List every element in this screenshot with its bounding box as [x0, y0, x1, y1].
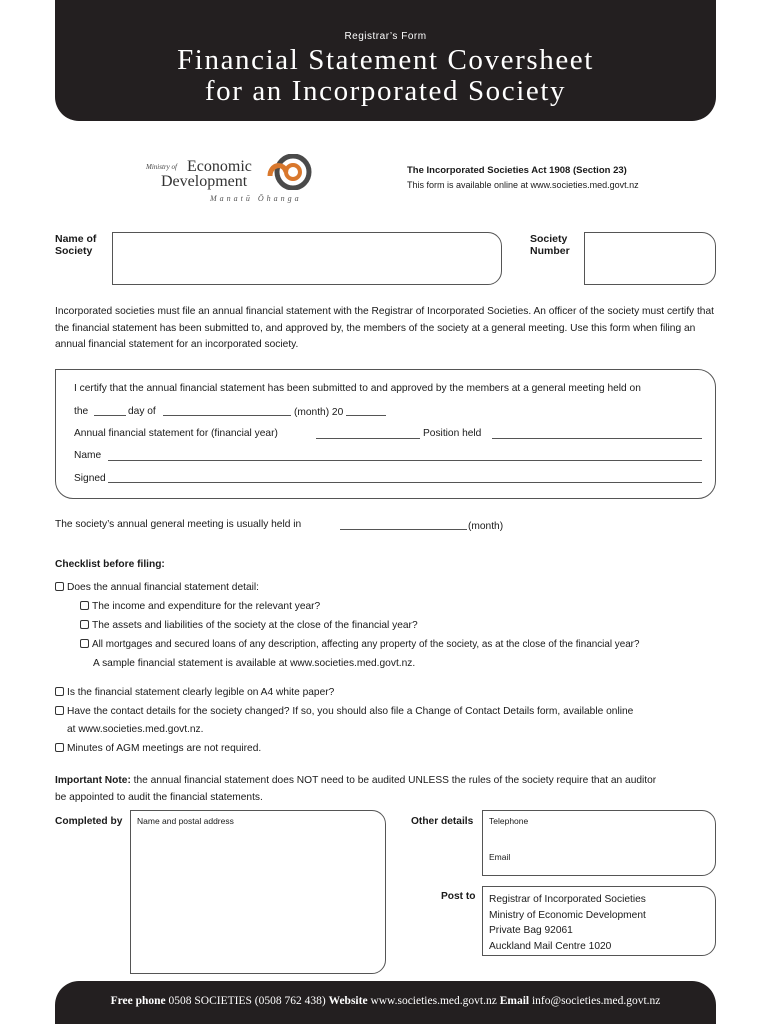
title-line-1: Financial Statement Coversheet [177, 44, 594, 76]
society-number-label: Society Number [530, 233, 570, 257]
sample-statement-note: A sample financial statement is available at www.societies.med.govt.nz. [93, 658, 416, 669]
post-to-label: Post to [441, 891, 476, 902]
name-of-society-label: Name of Society [55, 233, 97, 257]
logo-economic: Economic [187, 158, 252, 175]
name-address-label: Name and postal address [137, 816, 234, 826]
completed-by-label: Completed by [55, 816, 123, 827]
name-of-society-field[interactable] [112, 232, 502, 285]
important-note: Important Note: the annual financial statement does NOT need to be audited UNLESS the rules of the society require that an auditor be appointed to audit the financial statements. [55, 775, 657, 803]
checkbox[interactable] [55, 706, 64, 715]
title-line-2: for an Incorporated Society [204, 75, 567, 107]
koru-logo-icon [262, 154, 312, 190]
header-banner [55, 0, 716, 121]
intro-paragraph: Incorporated societies must file an annual financial statement with the Registrar of Incorporated Societies. An officer of the society must certify that the financial statement has been submitted to, and approved by, the members of the society at a general meeting. Use this form when filing an annual financial statement for an incorporated society. [55, 306, 714, 350]
checkbox[interactable] [80, 601, 89, 610]
month-field[interactable] [163, 415, 291, 416]
checklist-subitem-assets: The assets and liabilities of the society at the close of the financial year? [80, 620, 418, 631]
certify-day-of: day of [128, 406, 156, 417]
important-note-label: Important Note: [55, 775, 131, 786]
post-to-address [482, 886, 716, 956]
certify-statement: I certify that the annual financial statement has been submitted to and approved by the members at a general meeting held on [74, 383, 641, 394]
form-subtitle: Registrar’s Form [344, 31, 427, 42]
email-label: Email [489, 852, 511, 862]
agm-month-label: (month) [468, 521, 504, 532]
day-field[interactable] [94, 415, 126, 416]
signed-label: Signed [74, 473, 106, 484]
checkbox[interactable] [55, 687, 64, 696]
logo-development: Development [161, 173, 248, 190]
society-number-field[interactable] [584, 232, 716, 285]
checkbox[interactable] [80, 620, 89, 629]
checklist-heading: Checklist before filing: [55, 559, 165, 570]
checklist-item-minutes: Minutes of AGM meetings are not required. [55, 743, 261, 754]
certify-month-label: (month) 20 [294, 407, 344, 418]
website-label: Website [328, 995, 368, 1007]
certify-the: the [74, 406, 89, 417]
footer-contact-bar [55, 981, 716, 1024]
other-details-label: Other details [411, 816, 474, 827]
email-link[interactable]: info@societies.med.govt.nz [529, 995, 661, 1007]
email-label-footer: Email [499, 995, 530, 1007]
form-title [55, 45, 716, 107]
act-title: The Incorporated Societies Act 1908 (Section 23) [407, 165, 627, 176]
financial-year-field[interactable] [316, 438, 420, 439]
free-phone-number: 0508 SOCIETIES (0508 762 438) [165, 995, 329, 1007]
website-link[interactable]: www.societies.med.govt.nz [367, 995, 500, 1007]
agm-text: The society’s annual general meeting is usually held in [55, 519, 302, 530]
checkbox[interactable] [55, 743, 64, 752]
name-label: Name [74, 450, 102, 461]
contact-details-cont: at www.societies.med.govt.nz. [67, 724, 204, 735]
name-field[interactable] [108, 460, 702, 461]
position-held-label: Position held [423, 428, 482, 439]
checklist-item-legible: Is the financial statement clearly legible on A4 white paper? [55, 687, 334, 698]
post-address-line: Auckland Mail Centre 1020 [489, 940, 612, 952]
checklist-item-contact-details: Have the contact details for the society changed? If so, you should also file a Change of Contact Details form, available online [55, 706, 633, 717]
annual-fy-label: Annual financial statement for (financial year) [74, 428, 278, 439]
post-address-line: Ministry of Economic Development [489, 909, 646, 921]
agm-month-field[interactable] [340, 529, 467, 530]
year-field[interactable] [346, 415, 386, 416]
logo-maori-name: Manatū Ōhanga [210, 194, 302, 203]
checklist-subitem-mortgages: All mortgages and secured loans of any description, affecting any property of the society, as at the close of the financial year? [80, 639, 639, 650]
other-details-field[interactable] [482, 810, 716, 876]
signature-field[interactable] [108, 482, 702, 483]
position-held-field[interactable] [492, 438, 702, 439]
telephone-label: Telephone [489, 816, 529, 826]
ministry-logo [140, 150, 340, 208]
checklist-item-statement-detail: Does the annual financial statement detail: [55, 582, 259, 593]
post-address-line: Registrar of Incorporated Societies [489, 894, 646, 905]
checklist-subitem-income: The income and expenditure for the relevant year? [80, 601, 320, 612]
certification-box [55, 369, 716, 499]
name-address-field[interactable] [130, 810, 386, 974]
post-address-line: Private Bag 92061 [489, 925, 573, 936]
logo-ministry-of: Ministry of [146, 163, 177, 171]
checkbox[interactable] [80, 639, 89, 648]
checkbox[interactable] [55, 582, 64, 591]
free-phone-label: Free phone [110, 995, 166, 1007]
online-availability: This form is available online at www.societies.med.govt.nz [407, 180, 639, 190]
